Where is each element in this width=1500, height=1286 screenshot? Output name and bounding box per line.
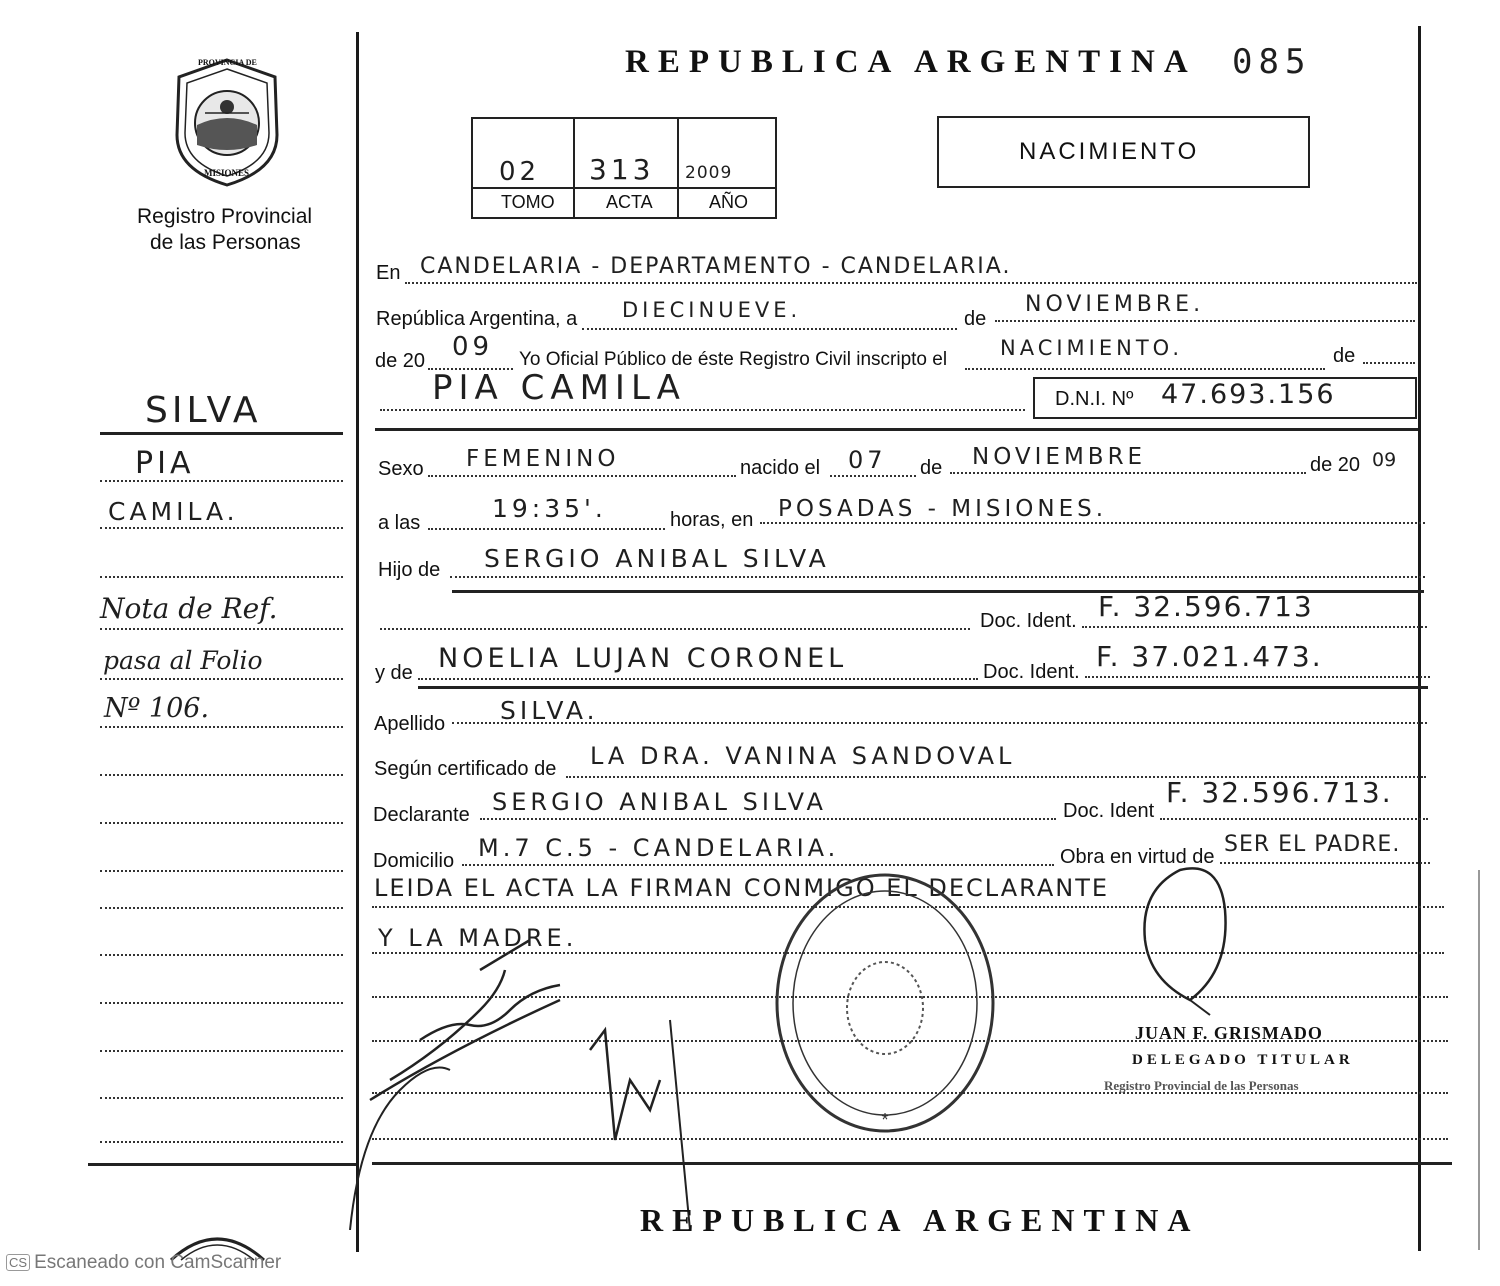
sheet-number: 085 [1232, 42, 1312, 82]
domicilio-label: Domicilio [373, 850, 455, 872]
scanner-text: Escaneado con CamScanner [34, 1252, 282, 1273]
margin-given-name2: CAMILA. [108, 497, 239, 526]
svg-text:*: * [881, 1110, 889, 1130]
sexo-label: Sexo [378, 458, 424, 480]
en-label: En [376, 262, 401, 284]
anio-value: 2009 [685, 163, 733, 183]
observation-line2: Y LA MADRE. [378, 924, 578, 952]
margin-note2: pasa al Folio [103, 646, 263, 675]
doc-label2: Doc. Ident. [983, 661, 1080, 683]
official-name: JUAN F. GRISMADO [1135, 1023, 1323, 1043]
father-doc: F. 32.596.713 [1098, 590, 1314, 623]
doc-label3: Doc. Ident [1063, 800, 1155, 822]
anio-label: AÑO [709, 192, 749, 212]
record-box [471, 117, 777, 219]
dni-box [1033, 377, 1417, 419]
declarante-value: SERGIO ANIBAL SILVA [492, 788, 827, 816]
de20-label: de 20 [375, 350, 426, 372]
de-label: de [964, 308, 987, 330]
nacido-day: 07 [848, 446, 887, 474]
dni-value: 47.693.156 [1161, 379, 1336, 410]
declarante-doc: F. 32.596.713. [1166, 776, 1393, 809]
alas-label: a las [378, 512, 421, 534]
registry-name-line1: Registro Provincial [137, 205, 313, 228]
official-signature [1110, 860, 1260, 1020]
official-round-stamp [770, 868, 1000, 1138]
inscripto-value: NACIMIENTO. [1000, 336, 1184, 360]
nacido-label: nacido el [740, 457, 821, 479]
sexo-value: FEMENINO [466, 446, 620, 472]
year-value: 09 [452, 332, 494, 362]
declarant-signature [330, 930, 730, 1230]
day-value: DIECINUEVE. [622, 298, 802, 322]
footer-title: REPUBLICA ARGENTINA [640, 1202, 1200, 1238]
month-value: NOVIEMBRE. [1025, 292, 1205, 317]
segun-value: LA DRA. VANINA SANDOVAL [590, 742, 1016, 770]
obra-value: SER EL PADRE. [1224, 832, 1401, 857]
domicilio-value: M.7 C.5 - CANDELARIA. [478, 834, 840, 862]
oficial-text: Yo Oficial Público de éste Registro Civil inscripto el [519, 349, 948, 370]
de-label3: de [920, 457, 943, 479]
father-value: SERGIO ANIBAL SILVA [484, 544, 830, 573]
de20-label2: de 20 [1310, 454, 1361, 476]
observation-line1: LEIDA EL ACTA LA FIRMAN CONMIGO EL DECLARANTE [374, 874, 1110, 902]
official-title: DELEGADO TITULAR [1132, 1052, 1354, 1068]
mother-value: NOELIA LUJAN CORONEL [438, 643, 848, 674]
mother-doc: F. 37.021.473. [1096, 640, 1323, 673]
segun-label: Según certificado de [374, 758, 557, 780]
margin-note1: Nota de Ref. [100, 592, 278, 625]
seal-text-bottom: MISIONES [204, 168, 250, 178]
margin-given-name1: PIA [135, 446, 195, 481]
en-value: CANDELARIA - DEPARTAMENTO - CANDELARIA. [420, 254, 1012, 279]
right-border [1418, 26, 1421, 1251]
horas-label: horas, en [670, 509, 754, 531]
seal-text-top: PROVINCIA DE [198, 58, 257, 67]
record-type-box [937, 116, 1310, 188]
hijo-label: Hijo de [378, 559, 441, 581]
header-title: REPUBLICA ARGENTINA [625, 44, 1197, 80]
republica-label: República Argentina, a [376, 308, 578, 330]
acta-value: 313 [589, 153, 655, 186]
obra-label: Obra en virtud de [1060, 846, 1215, 868]
name-value: PIA CAMILA [432, 368, 686, 408]
tomo-label: TOMO [501, 192, 555, 212]
place-value: POSADAS - MISIONES. [778, 496, 1108, 522]
registry-name-line2: de las Personas [150, 231, 301, 254]
scanner-watermark [6, 1252, 281, 1274]
apellido-value: SILVA. [500, 696, 599, 725]
tomo-value: 02 [499, 157, 541, 187]
record-type: NACIMIENTO [1019, 138, 1200, 165]
declarante-label: Declarante [373, 804, 470, 826]
camscanner-icon: CS [6, 1254, 30, 1271]
margin-surname: SILVA [145, 390, 262, 431]
de-label2: de [1333, 345, 1356, 367]
nacido-year: 09 [1372, 449, 1397, 471]
time-value: 19:35'. [492, 494, 607, 523]
doc-label: Doc. Ident. [980, 610, 1077, 632]
official-office: Registro Provincial de las Personas [1104, 1078, 1299, 1093]
margin-note3: Nº 106. [104, 693, 210, 724]
far-right-edge [1478, 870, 1480, 1250]
yde-label: y de [375, 662, 413, 684]
acta-label: ACTA [606, 192, 653, 212]
dni-label: D.N.I. Nº [1055, 388, 1134, 410]
apellido-label: Apellido [374, 713, 446, 735]
nacido-month: NOVIEMBRE [972, 444, 1147, 470]
